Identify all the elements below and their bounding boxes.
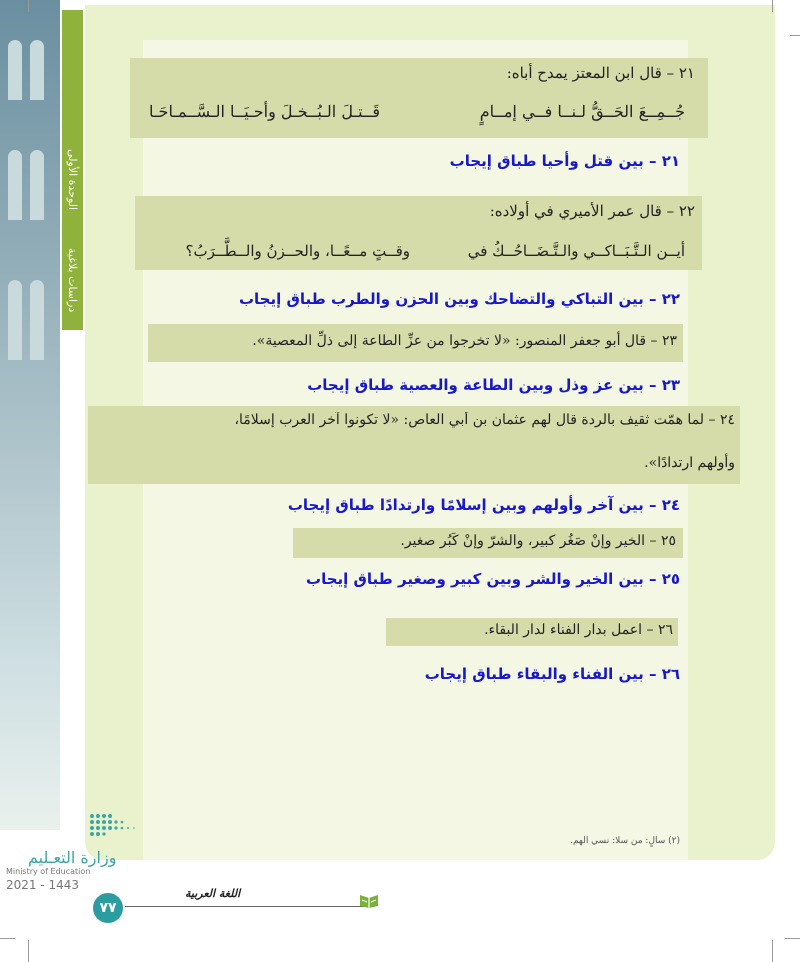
item-22-answer: ٢٢ – بين التباكي والتضاحك وبين الحزن والطرب طباق إيجاب	[238, 290, 680, 308]
footnote: (٢) سالٍ: من سلا: نسي الهم.	[570, 836, 680, 846]
item-23-text: ٢٣ – قال أبو جعفر المنصور: «لا تخرجوا من عزِّ الطاعة إلى ذلِّ المعصية».	[252, 333, 677, 349]
crop-mark	[28, 940, 29, 962]
item-24-text-line1: ٢٤ – لما همّت ثقيف بالردة قال لهم عثمان بن أبي العاص: «لا تكونوا آخر العرب إسلامًا،	[234, 412, 735, 428]
ministry-logo-icon	[88, 812, 143, 840]
item-21-answer: ٢١ – بين قتل وأحيا طباق إيجاب	[449, 152, 680, 170]
item-25-text: ٢٥ – الخير وإنْ صَغُر كبير، والشرّ وإنْ كَبُر صغير.	[400, 533, 676, 549]
item-24-answer: ٢٤ – بين آخر وأولهم وبين إسلامًا وارتدادًا طباق إيجاب	[287, 496, 680, 514]
crop-mark	[28, 0, 29, 12]
ministry-name-ar: وزارة التعـليم	[28, 848, 117, 867]
item-22-intro: ٢٢ – قال عمر الأميري في أولاده:	[489, 202, 695, 220]
item-22-verse-left: وقــتٍ مــعًــا، والحــزنُ والــطَّــرَبُ؟	[185, 242, 410, 260]
crop-mark	[0, 938, 15, 939]
tower-photo	[0, 0, 60, 830]
subject-title: اللغة العربية	[185, 887, 241, 900]
item-21-verse-left: قَــتـلَ الـبُــخـلَ وأحـيَــا الـسَّــمـاحَـا	[148, 102, 380, 121]
section-tab-label: دراسات بلاغية	[66, 247, 79, 313]
item-26-text: ٢٦ – اعمل بدار الفناء لدار البقاء.	[484, 622, 673, 638]
page-number: ٧٧	[93, 893, 123, 923]
crop-mark	[790, 35, 800, 36]
item-21-intro: ٢١ – قال ابن المعتز يمدح أباه:	[506, 64, 695, 82]
crop-mark	[772, 940, 773, 962]
item-26-answer: ٢٦ – بين الفناء والبقاء طباق إيجاب	[424, 665, 680, 683]
book-icon	[358, 892, 380, 908]
item-23-answer: ٢٣ – بين عز وذل وبين الطاعة والعصية طباق إيجاب	[307, 376, 680, 394]
item-21-verse-right: جُــمِــعَ الحَــقُّ لـنــا فــي إمــامٍ	[479, 102, 685, 121]
footer-rule	[125, 906, 370, 907]
ministry-name-en: Ministry of Education	[6, 867, 91, 876]
crop-mark	[772, 0, 773, 12]
edition-year: 2021 - 1443	[6, 878, 80, 892]
item-25-answer: ٢٥ – بين الخير والشر وبين كبير وصغير طباق إيجاب	[306, 570, 680, 588]
item-24-text-line2: وأولهم ارتدادًا».	[644, 455, 735, 471]
crop-mark	[785, 938, 800, 939]
unit-tab-label: الوحدة الأولى	[66, 149, 79, 211]
item-22-verse-right: أيــن الـتَّـبَــاكــي والـتَّـضَــاحُــكُ في	[467, 242, 685, 260]
